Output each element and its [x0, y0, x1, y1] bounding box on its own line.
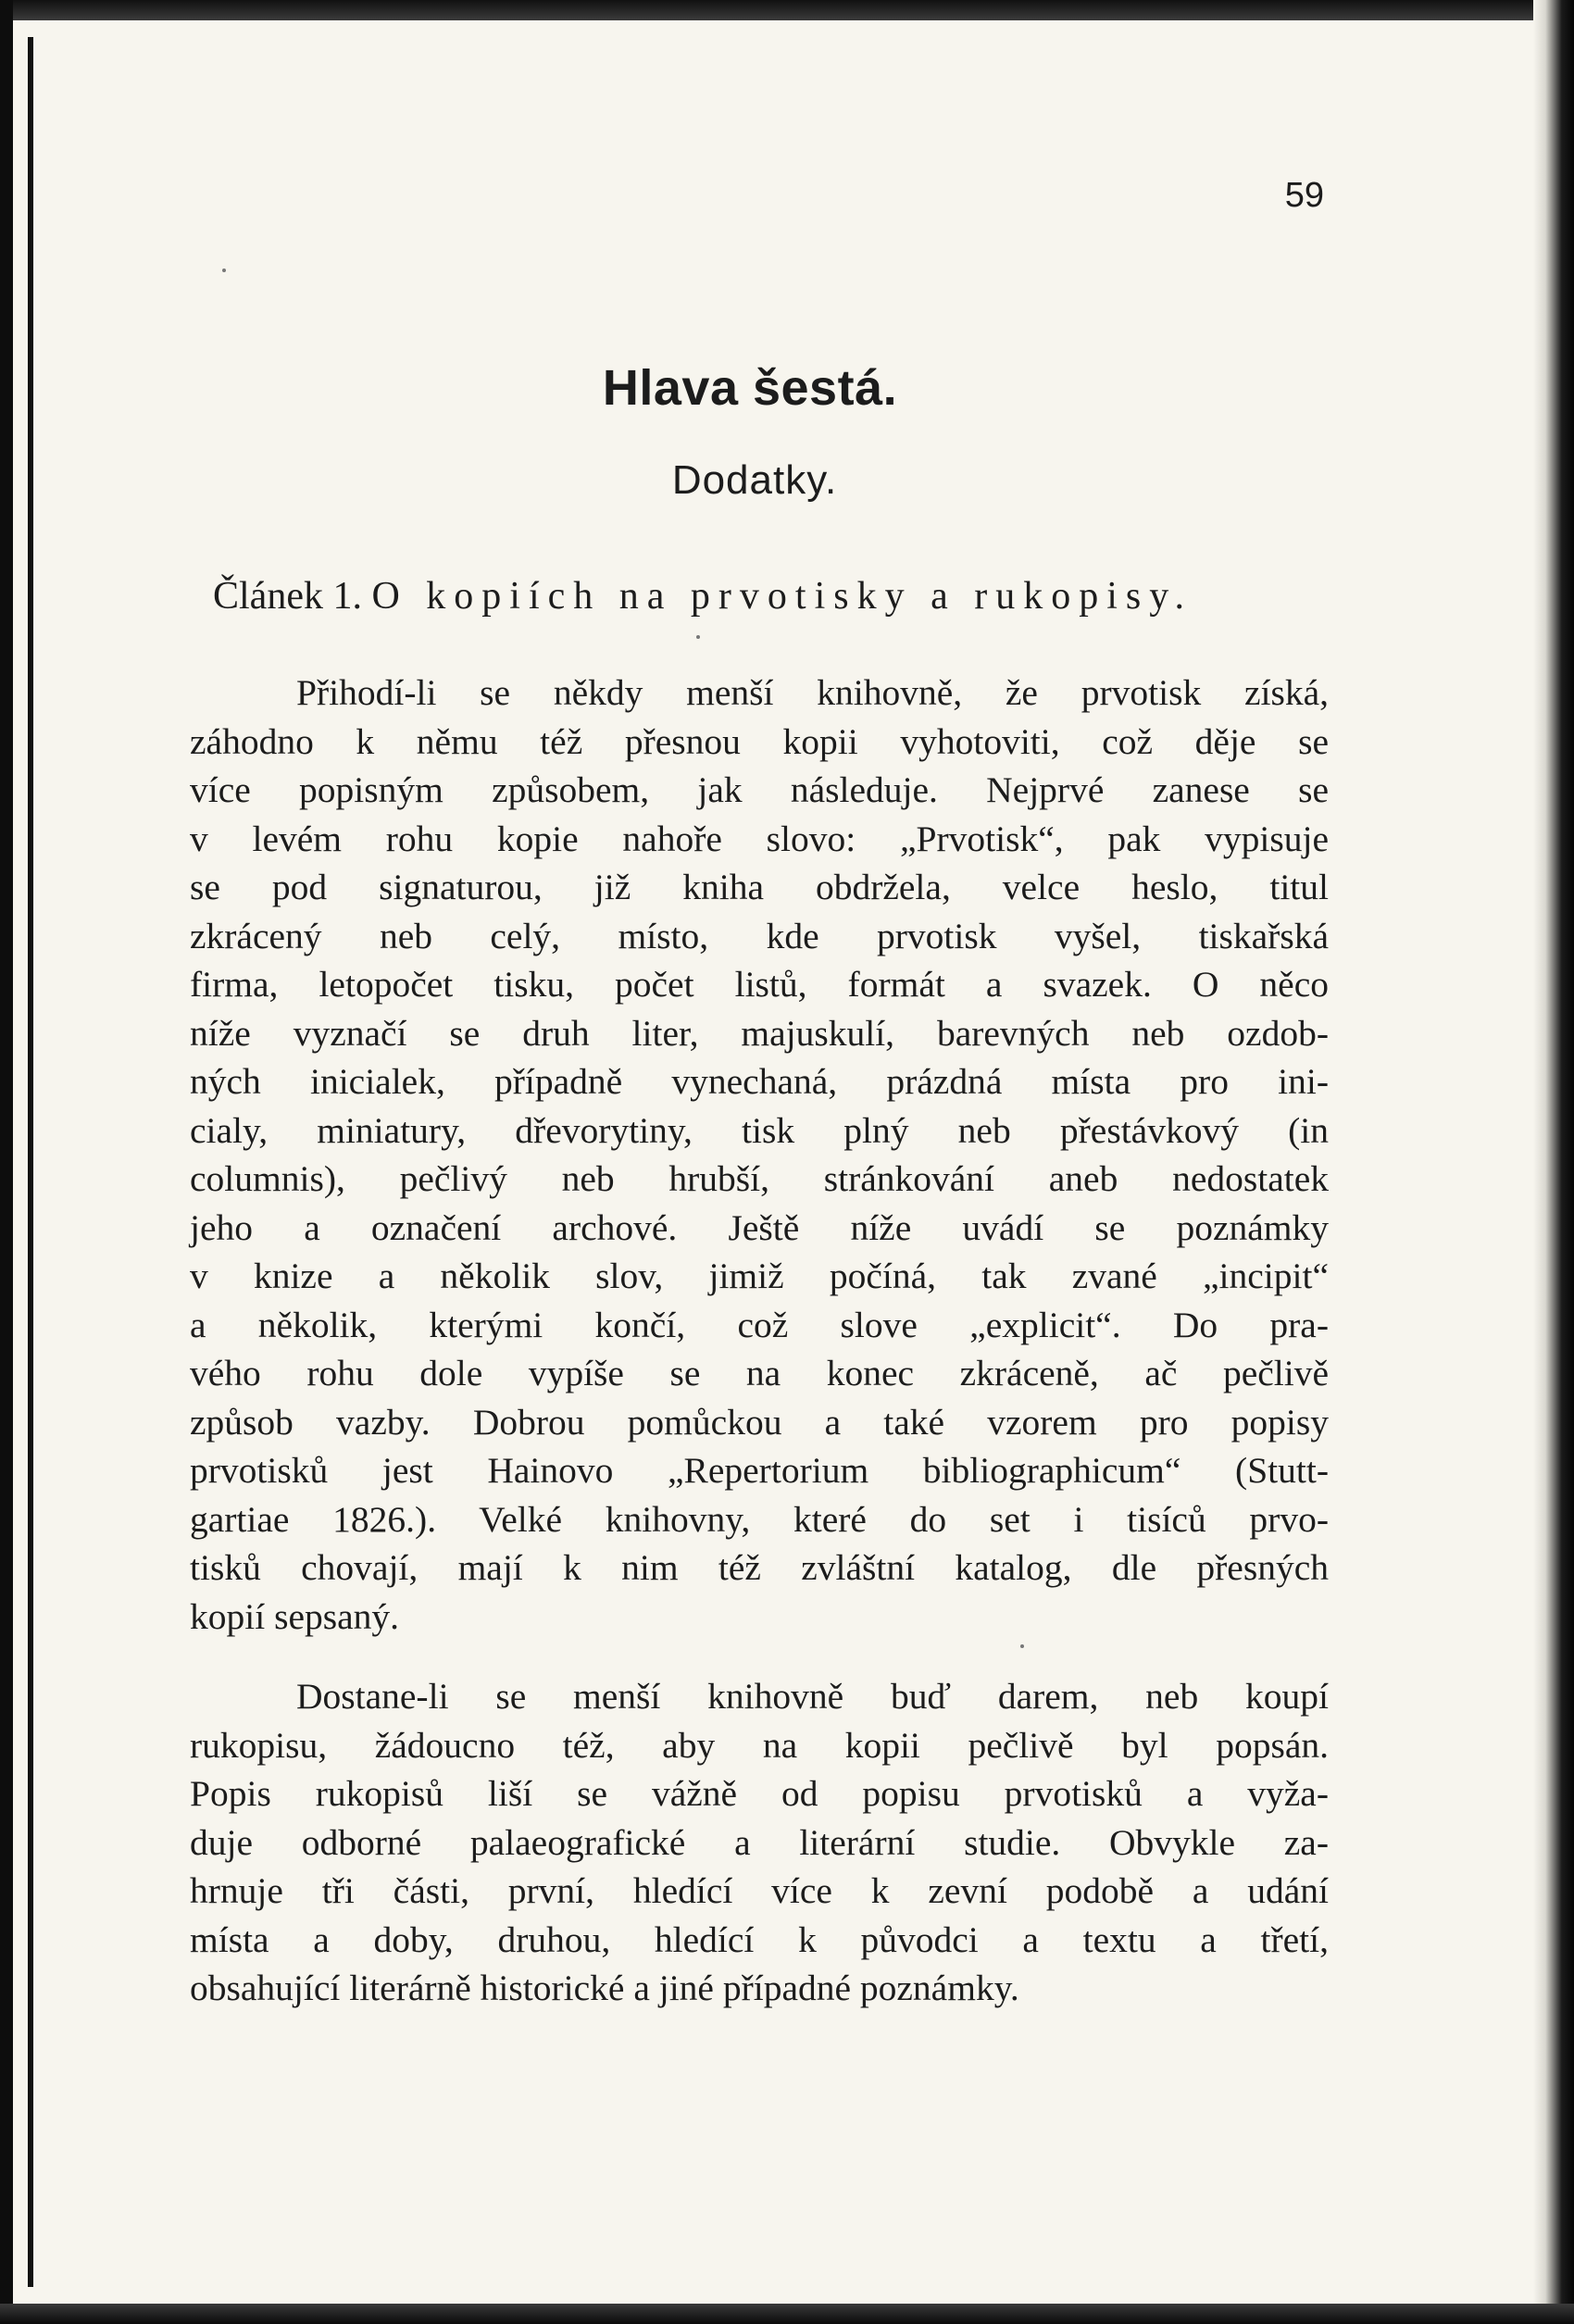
scan-border-right [1533, 0, 1574, 2324]
article-number: Článek 1. [213, 575, 362, 618]
text-line: hrnuje tři části, první, hledící více k zevní podobě a udání [190, 1870, 1329, 1911]
text-line: duje odborné palaeografické a literární studie. Obvykle za- [190, 1821, 1329, 1863]
paragraph-prvotisky [190, 668, 1329, 1641]
chapter-title: Hlava šestá. [602, 360, 898, 416]
text-line: tisků chovají, mají k nim též zvláštní katalog, dle přesných [190, 1547, 1329, 1588]
text-line: níže vyznačí se druh liter, majuskulí, barevných neb ozdob- [190, 1012, 1329, 1054]
text-line: způsob vazby. Dobrou pomůckou a také vzorem pro popisy [190, 1401, 1329, 1443]
text-line: a několik, kterými končí, což slove „explicit“. Do pra- [190, 1304, 1329, 1345]
text-line: kopií sepsaný. [190, 1595, 400, 1637]
page-number: 59 [1284, 176, 1324, 215]
scan-border-bottom [0, 2304, 1574, 2324]
text-line: v levém rohu kopie nahoře slovo: „Prvotisk“, pak vypisuje [190, 818, 1329, 859]
text-line: vého rohu dole vypíše se na konec zkráceně, ač pečlivě [190, 1353, 1329, 1393]
text-line: ných inicialek, případně vynechaná, prázdná místa pro ini- [190, 1061, 1329, 1102]
article-heading [213, 574, 1324, 618]
text-line: obsahující literárně historické a jiné případné poznámky. [190, 1968, 1019, 2008]
text-line: zkrácený neb celý, místo, kde prvotisk vyšel, tiskařská [190, 915, 1329, 956]
scan-border-left [0, 0, 13, 2324]
scan-speck [222, 269, 226, 272]
text-line: Přihodí-li se někdy menší knihovně, že prvotisk získá, [296, 672, 1329, 713]
text-line: záhodno k němu též přesnou kopii vyhotoviti, což děje se [190, 720, 1329, 762]
text-line: více popisným způsobem, jak následuje. Nejprvé zanese se [190, 769, 1329, 810]
text-line: cialy, miniatury, dřevorytiny, tisk plný neb přestávkový (in [190, 1109, 1329, 1151]
text-line: místa a doby, druhou, hledící k původci a textu a třetí, [190, 1918, 1329, 1960]
text-line: rukopisu, žádoucno též, aby na kopii pečlivě byl popsán. [190, 1724, 1329, 1766]
text-line: prvotisků jest Hainovo „Repertorium bibliographicum“ (Stutt- [190, 1450, 1329, 1491]
text-line: Popis rukopisů liší se vážně od popisu prvotisků a vyža- [190, 1773, 1329, 1814]
text-line: se pod signaturou, již kniha obdržela, velce heslo, titul [190, 867, 1329, 907]
text-line: Dostane-li se menší knihovně buď darem, neb koupí [296, 1676, 1329, 1717]
scan-speck [1020, 1644, 1024, 1648]
article-title: O kopiích na prvotisky a rukopisy. [371, 575, 1193, 618]
text-line: jeho a označení archové. Ještě níže uvádí se poznámky [190, 1206, 1329, 1248]
text-line: firma, letopočet tisku, počet listů, formát a svazek. O něco [190, 964, 1329, 1005]
scan-speck [696, 635, 700, 639]
text-line: columnis), pečlivý neb hrubší, stránkování aneb nedostatek [190, 1158, 1329, 1199]
text-line: v knize a několik slov, jimiž počíná, tak zvané „incipit“ [190, 1256, 1329, 1296]
scan-border-top [0, 0, 1574, 20]
section-title: Dodatky. [671, 457, 838, 503]
paragraph-rukopisy [190, 1672, 1329, 2013]
text-line: gartiae 1826.). Velké knihovny, které do set i tisíců prvo- [190, 1498, 1329, 1540]
